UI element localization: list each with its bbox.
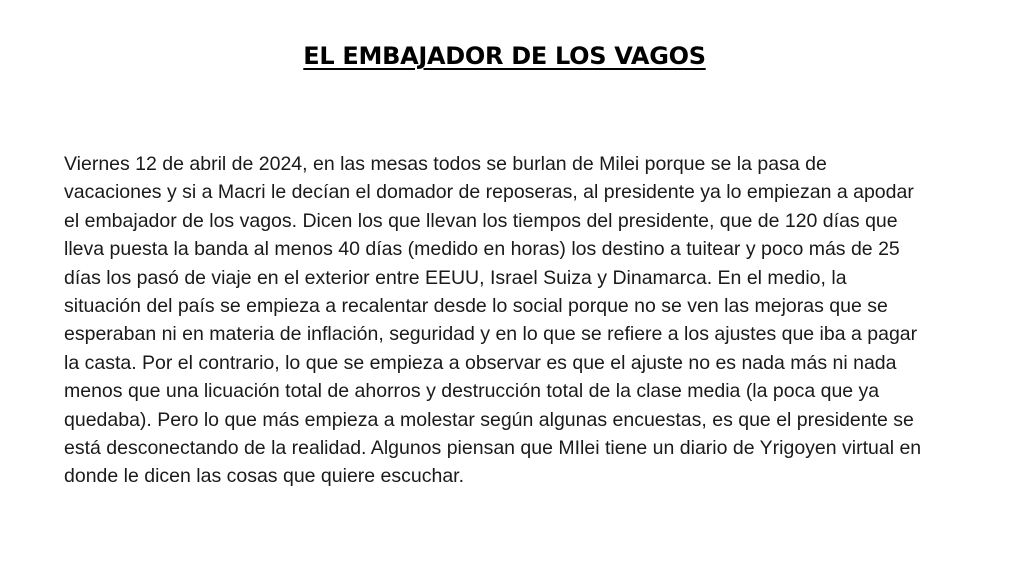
document-body-paragraph: Viernes 12 de abril de 2024, en las mesas todos se burlan de Milei porque se la pasa de vacaciones y si a Macri le decían el domador de reposeras, al presidente ya lo empiezan a apodar el embajador de los vagos. Dicen los que llevan los tiempos del presidente, que de 120 días que lleva puesta la banda al menos 40 días (medido en horas) los destino a tuitear y poco más de 25 días los pasó de viaje en el exterior entre EEUU, Israel Suiza y Dinamarca. En el medio, la situación del país se empieza a recalentar desde lo social porque no se ven las mejoras que se esperaban ni en materia de inflación, seguridad y en lo que se refiere a los ajustes que iba a pagar la casta. Por el contrario, lo que se empieza a observar es que el ajuste no es nada más ni nada menos que una licuación total de ahorros y destrucción total de la clase media (la poca que ya quedaba). Pero lo que más empieza a molestar según algunas encuestas, es que el presidente se está desconectando de la realidad. Algunos piensan que MIlei tiene un diario de Yrigoyen virtual en donde le dicen las cosas que quiere escuchar.	[64, 153, 922, 488]
document-title: EL EMBAJADOR DE LOS VAGOS	[303, 42, 706, 70]
